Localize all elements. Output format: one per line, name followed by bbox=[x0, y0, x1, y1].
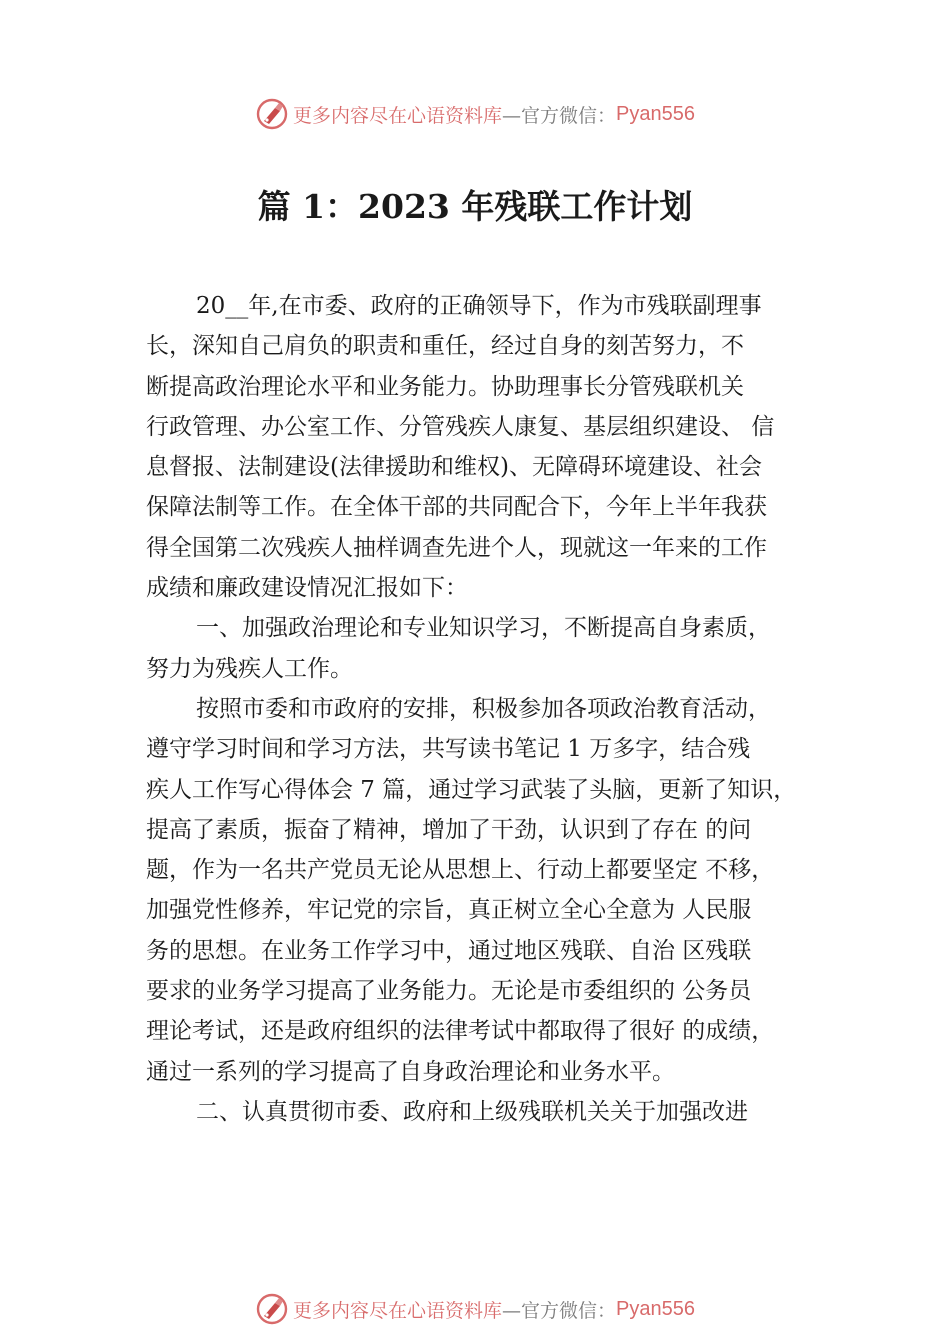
body-line: 长，深知自己肩负的职责和重任，经过自身的刻苦努力，不 bbox=[146, 333, 744, 360]
body-line: 遵守学习时间和学习方法，共写读书笔记 1 万多字，结合残 bbox=[146, 736, 751, 763]
body-line: 理论考试，还是政府组织的法律考试中都取得了很好 的成绩， bbox=[146, 1018, 775, 1045]
banner-site-name: 更多内容尽在心语资料库 bbox=[293, 1299, 503, 1322]
section-heading-line: 一、加强政治理论和专业知识学习，不断提高自身素质， bbox=[196, 615, 771, 642]
body-line: 要求的业务学习提高了业务能力。无论是市委组织的 公务员 bbox=[146, 978, 752, 1005]
body-line: 保障法制等工作。在全体干部的共同配合下，今年上半年我获 bbox=[146, 494, 767, 521]
body-line: 通过一系列的学习提高了自身政治理论和业务水平。 bbox=[146, 1058, 675, 1085]
document-body bbox=[146, 286, 846, 1132]
body-line: 加强党性修养，牢记党的宗旨，真正树立全心全意为 人民服 bbox=[146, 897, 752, 924]
banner-wechat-label: —官方微信： bbox=[502, 104, 617, 127]
body-line: 行政管理、办公室工作、分管残疾人康复、基层组织建设、 信 bbox=[146, 413, 775, 440]
header-watermark-banner bbox=[0, 94, 950, 134]
pen-nib-logo-icon bbox=[255, 1292, 289, 1326]
body-line: 题，作为一名共产党员无论从思想上、行动上都要坚定 不移， bbox=[146, 857, 775, 884]
section-heading-line: 二、认真贯彻市委、政府和上级残联机关关于加强改进 bbox=[196, 1098, 748, 1125]
banner-wechat-id: Pyan556 bbox=[616, 102, 695, 125]
banner-wechat-id: Pyan556 bbox=[616, 1297, 695, 1320]
banner-site-name: 更多内容尽在心语资料库 bbox=[293, 104, 503, 127]
footer-watermark-banner bbox=[0, 1289, 950, 1329]
body-line: 得全国第二次残疾人抽样调查先进个人，现就这一年来的工作 bbox=[146, 534, 767, 561]
banner-wechat-label: —官方微信： bbox=[502, 1299, 617, 1322]
pen-nib-logo-icon bbox=[255, 97, 289, 131]
body-line: 提高了素质，振奋了精神，增加了干劲，认识到了存在 的问 bbox=[146, 816, 752, 843]
body-line: 按照市委和市政府的安排，积极参加各项政治教育活动， bbox=[196, 695, 771, 722]
section-heading-line: 努力为残疾人工作。 bbox=[146, 655, 353, 682]
document-title: 篇 1：2023 年残联工作计划 bbox=[257, 187, 693, 226]
body-line: 20__年,在市委、政府的正确领导下，作为市残联副理事 bbox=[196, 293, 762, 319]
body-line: 成绩和廉政建设情况汇报如下： bbox=[146, 575, 468, 602]
body-line: 疾人工作写心得体会 7 篇，通过学习武装了头脑，更新了知识， bbox=[146, 776, 797, 803]
body-line: 断提高政治理论水平和业务能力。协助理事长分管残联机关 bbox=[146, 373, 744, 400]
body-line: 息督报、法制建设(法律援助和维权)、无障碍环境建设、社会 bbox=[146, 454, 762, 481]
body-line: 务的思想。在业务工作学习中，通过地区残联、自治 区残联 bbox=[146, 937, 752, 964]
